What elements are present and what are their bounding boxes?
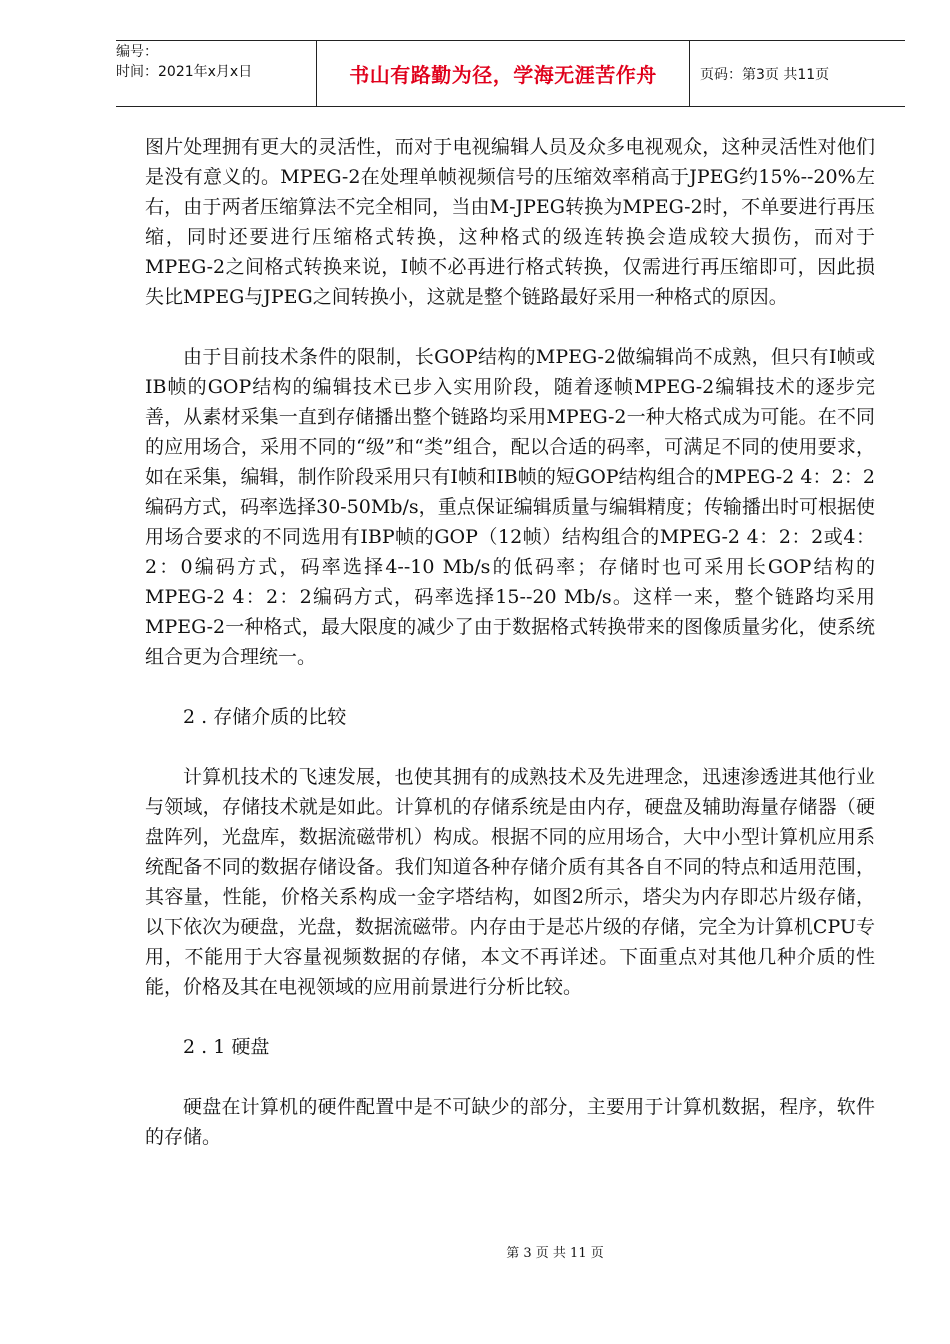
header-motto: 书山有路勤为径，学海无涯苦作舟	[349, 63, 657, 87]
paragraph-harddisk: 硬盘在计算机的硬件配置中是不可缺少的部分，主要用于计算机数据，程序，软件的存储。	[145, 1096, 875, 1148]
header-page-info-cell	[690, 41, 905, 106]
header-meta	[116, 41, 317, 106]
header-page-info: 页码：第3页 共11页	[700, 66, 830, 83]
page-footer	[0, 1242, 950, 1261]
document-time-label: 时间：2021年x月x日	[116, 64, 253, 80]
paragraph-storage-overview: 计算机技术的飞速发展，也使其拥有的成熟技术及先进理念，迅速渗透进其他行业与领域，存储技术就是如此。计算机的存储系统是由内存，硬盘及辅助海量存储器（硬盘阵列，光盘库，数据流磁带机）构成。根据不同的应用场合，大中小型计算机应用系统配备不同的数据存储设备。我们知道各种存储介质有其各自不同的特点和适用范围，其容量，性能，价格关系构成一金字塔结构，如图2所示，塔尖为内存即芯片级存储，以下依次为硬盘，光盘，数据流磁带。内存由于是芯片级的存储，完全为计算机CPU专用，不能用于大容量视频数据的存储，本文不再详述。下面重点对其他几种介质的性能，价格及其在电视领域的应用前景进行分析比较。	[145, 766, 875, 998]
document-number-label: 编号：	[116, 44, 158, 60]
footer-page-number: 第 3 页 共 11 页	[506, 1246, 604, 1261]
paragraph-mpeg2-chain: 由于目前技术条件的限制，长GOP结构的MPEG-2做编辑尚不成熟，但只有I帧或IB帧的GOP结构的编辑技术已步入实用阶段，随着逐帧MPEG-2编辑技术的逐步完善，从素材采集一直到存储播出整个链路均采用MPEG-2一种大格式成为可能。在不同的应用场合，采用不同的“级”和“类”组合，配以合适的码率，可满足不同的使用要求，如在采集，编辑，制作阶段采用只有I帧和IB帧的短GOP结构组合的MPEG-2 4：2：2编码方式，码率选择30-50Mb/s，重点保证编辑质量与编辑精度；传输播出时可根据使用场合要求的不同选用有IBP帧的GOP（12帧）结构组合的MPEG-2 4：2：2或4：2：0编码方式，码率选择4--10 Mb/s的低码率；存储时也可采用长GOP结构的MPEG-2 4：2：2编码方式，码率选择15--20 Mb/s。这样一来，整个链路均采用MPEG-2一种格式，最大限度的减少了由于数据格式转换带来的图像质量劣化，使系统组合更为合理统一。	[145, 346, 875, 668]
document-body	[145, 132, 875, 1152]
paragraph-continued: 图片处理拥有更大的灵活性，而对于电视编辑人员及众多电视观众，这种灵活性对他们是没有意义的。MPEG-2在处理单帧视频信号的压缩效率稍高于JPEG约15%--20%左右，由于两者压缩算法不完全相同，当由M-JPEG转换为MPEG-2时，不单要进行再压缩，同时还要进行压缩格式转换，这种格式的级连转换会造成较大损伤，而对于MPEG-2之间格式转换来说，I帧不必再进行格式转换，仅需进行再压缩即可，因此损失比MPEG与JPEG之间转换小，这就是整个链路最好采用一种格式的原因。	[145, 136, 875, 308]
page-header	[116, 40, 905, 107]
section-heading-storage: 2 . 存储介质的比较	[183, 706, 347, 728]
section-heading-harddisk: 2 . 1 硬盘	[183, 1036, 270, 1058]
header-motto-cell	[317, 41, 690, 106]
